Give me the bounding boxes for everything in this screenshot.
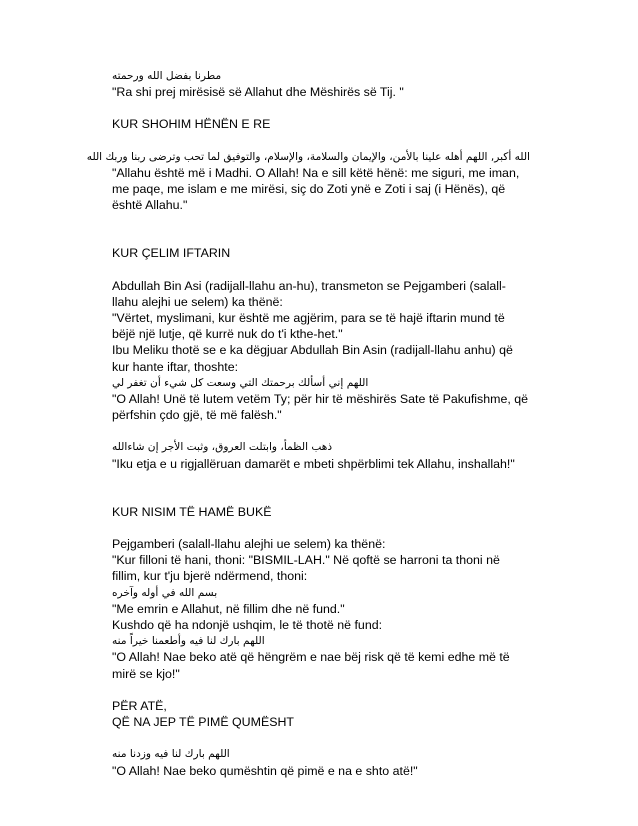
translation: "O Allah! Unë të lutem vetëm Ty; për hir të mëshirës Sate të Pakufishme, që përfshin çdo gjë, të më falësh." <box>112 392 529 423</box>
translation: "O Allah! Nae beko qumështin që pimë e na e shto atë!" <box>112 763 418 778</box>
arabic-dua: الله أكبر, اللهم أهله علينا بالأمن، والإيمان والسلامة، والإسلام، والتوفيق لما تحب وترضى ربنا وربك الله <box>86 150 530 163</box>
section-heading-new-moon: KUR SHOHIM HËNËN E RE <box>112 117 271 132</box>
arabic-dua: اللهم بارك لنا فيه وزدنا منه <box>112 748 230 761</box>
paragraph: Abdullah Bin Asi (radijall-llahu an-hu), transmeton se Pejgamberi (salall-llahu alejhi ue selem) ka thënë: <box>112 278 506 309</box>
document-body <box>86 68 530 779</box>
section-heading-milk-line2: QË NA JEP TË PIMË QUMËSHT <box>112 715 294 730</box>
translation: "Ra shi prej mirësisë së Allahut dhe Mëshirës së Tij. " <box>112 85 404 100</box>
quote: "Kur filloni të hani, thoni: "BISMIL-LAH." Në qoftë se harroni ta thoni në fillim, kur t'ju bjerë ndërmend, thoni: <box>112 553 500 584</box>
paragraph: Ibu Meliku thotë se e ka dëgjuar Abdullah Bin Asin (radijall-llahu anhu) që kur hante iftar, thoshte: <box>112 343 513 374</box>
paragraph: Pejgamberi (salall-llahu alejhi ue selem) ka thënë: <box>112 537 386 552</box>
quote: "Vërtet, myslimani, kur është me agjërim, para se të hajë iftarin mund të bëjë një lutje, që kurrë nuk do t'i kthe-het." <box>112 311 505 342</box>
translation: "Iku etja e u rigjallëruan damarët e mbeti shpërblimi tek Allahu, inshallah!" <box>112 456 515 471</box>
translation: "Me emrin e Allahut, në fillim dhe në fund." <box>112 601 345 616</box>
translation: "O Allah! Nae beko atë që hëngrëm e nae bëj risk që të kemi edhe më të mirë se kjo!" <box>112 650 510 681</box>
arabic-dua: بسم الله في أوله وآخره <box>112 586 218 599</box>
paragraph: Kushdo që ha ndonjë ushqim, le të thotë në fund: <box>112 618 383 633</box>
translation: "Allahu është më i Madhi. O Allah! Na e sill këtë hënë: me siguri, me iman, me paqe, me islam e me mirësi, siç do Zoti ynë e Zoti i saj (i Hënës), që është Allahu." <box>112 165 520 213</box>
arabic-dua: مطرنا بفضل الله ورحمته <box>112 70 222 82</box>
section-heading-iftar: KUR ÇELIM IFTARIN <box>112 246 231 261</box>
arabic-dua: اللهم إني أسألك برحمتك التي وسعت كل شيء أن تغفر لي <box>112 376 369 389</box>
section-heading-eating: KUR NISIM TË HAMË BUKË <box>112 504 272 519</box>
arabic-dua: ذهب الظمأ، وابتلت العروق، وثبت الأجر إن شاءالله <box>112 441 333 454</box>
section-heading-milk-line1: PËR ATË, <box>112 698 167 713</box>
arabic-dua: اللهم بارك لنا فيه وأطعمنا خيراً منه <box>112 635 265 648</box>
